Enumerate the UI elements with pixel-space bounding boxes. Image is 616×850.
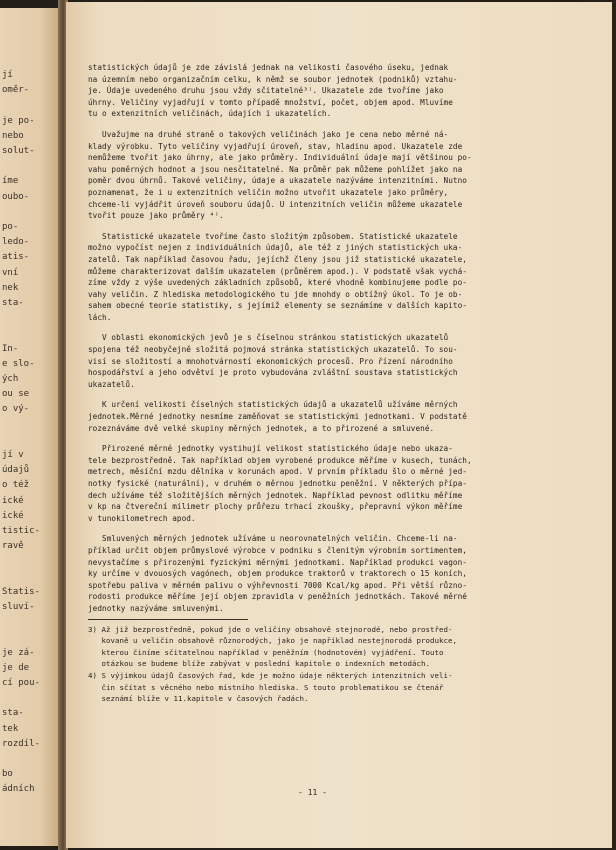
left-page-text-fragment: nek	[2, 282, 19, 293]
left-page-text-fragment: ých	[2, 374, 19, 384]
text-line: kovaně u veličin obsahově různorodých, jako je například nestejnorodá produkce,	[88, 636, 457, 646]
text-line: Statistické ukazatele tvoříme často složitým způsobem. Statistické ukazatele	[88, 231, 458, 241]
text-line: tvořit pouze jako průměry ⁴⁾.	[88, 211, 224, 221]
left-page-fragment	[0, 8, 58, 846]
paragraph-gap	[88, 434, 558, 443]
text-line: můžeme charakterizovat dalším ukazatelem (průměrem apod.). V podstatě však vychá-	[88, 266, 467, 276]
text-line: notky fysické (naturální), v druhém o měrnou jednotku peněžní. V některých přípa-	[88, 479, 467, 488]
text-line: rodosti produkce měříme její objem zpravidla v peněžních jednotkách. Takové měrné	[88, 592, 467, 602]
text-line: Smluvených měrných jednotek užíváme u neorovnatelných veličin. Chceme-li na-	[88, 534, 458, 544]
text-line: zíme vždy z výše uvedených základních způsobů, které vhodně kombinujeme podle po-	[88, 278, 467, 288]
text-line: kterou činíme sčitatelnou například v peněžním (hodnotovém) vyjádření. Touto	[88, 647, 444, 657]
left-page-text-fragment: e slo-	[2, 358, 35, 369]
text-line: Uvažujme na druhé straně o takových veličinách jako je cena nebo měrné ná-	[88, 129, 449, 139]
text-line: seznámí blíže v 11.kapitole v časových řadách.	[88, 694, 309, 704]
left-page-text-fragment: íme	[2, 176, 19, 187]
left-page-text-fragment: sta-	[2, 298, 24, 308]
text-line: lách.	[88, 312, 112, 322]
left-page-text-fragment: solut-	[2, 146, 35, 156]
left-page-text-fragment: po-	[2, 222, 19, 232]
left-page-text-fragment: ické	[2, 495, 24, 506]
text-line: K určení velikosti číselných statistických údajů a ukazatelů užíváme měrných	[88, 400, 458, 410]
text-line: nemůžeme tvořit jako úhrny, ale jako průměry. Individuální údaje mají většinou po-	[88, 153, 472, 163]
left-page-text-fragment: ou se	[2, 389, 30, 400]
text-line: nevystačíme s přirozenými fyzickými měrnými jednotkami. Například produkci vagon-	[88, 557, 467, 567]
text-line: dech užíváme též složitějších měrných jednotek. Například pevnost odlitku měříme	[88, 490, 463, 500]
text-line: 3) Až již bezprostředně, pokud jde o veličiny obsahově stejnorodé, nebo prostřed-	[88, 624, 453, 634]
left-page-text-fragment: ledo-	[2, 237, 30, 248]
footnotes	[88, 624, 558, 705]
text-line: metrech, měsíční mzdu dělníka v korunách apod. V prvním příkladu šlo o měrné jed-	[88, 467, 467, 477]
text-line: poznamenat, že i u extenzitních veličin možno utvořit ukazatele jako průměry,	[88, 187, 449, 197]
text-line: Přirozené měrné jednotky vystihují velikost statistického údaje nebo ukaza-	[88, 444, 453, 454]
text-line: rozeznáváme dvě velké skupiny měrných jednotek, a to přirozené a smluvené.	[88, 423, 435, 433]
text-line: poměr dvou úhrnů. Takové veličiny, údaje a ukazatele nazýváme intenzitními. Nutno	[88, 176, 467, 186]
left-page-text-fragment: atis-	[2, 252, 30, 263]
paragraph-gap	[88, 323, 558, 332]
left-page-text-fragment: ravě	[2, 541, 24, 552]
text-line: příklad určit objem průmyslové výrobce v podniku s členitým výrobním sortimentem,	[88, 545, 467, 555]
paragraph-gap	[88, 524, 558, 533]
text-line: sahem obecné teorie statistiky, s jejímiž elementy se seznámíme v dalších kapito-	[88, 301, 467, 311]
left-page-text-fragment: rozdíl-	[2, 738, 40, 749]
text-line: V oblasti ekonomických jevů je s číselnou stránkou statistických ukazatelů	[88, 333, 449, 343]
left-page-text-fragment: jí	[2, 70, 13, 80]
paragraph-gap	[88, 120, 558, 129]
text-line: otázkou se budeme blíže zabývat v poslední kapitole o indexních metodách.	[88, 659, 430, 669]
text-line: jednotky nazýváme smluvenými.	[88, 603, 224, 613]
left-page-text-fragment: sta-	[2, 708, 24, 719]
text-line: jednotek.Měrné jednotky nesmíme zaměňovat se statistickými jednotkami. V podstatě	[88, 412, 467, 422]
text-line: v tunokilometrech apod.	[88, 513, 196, 523]
text-line: spotřebu paliva v měrném palivu o výhřevnosti 7000 Kcal/kg apod. Při větší různo-	[88, 580, 467, 590]
left-page-text-fragment: oubo-	[2, 191, 30, 202]
left-page-text-fragment: In-	[2, 343, 19, 354]
left-page-text-fragment: údajů	[2, 465, 30, 476]
text-line: vahy veličin. Z hlediska metodologického tu jde mnohdy o obtížný úkol. To je ob-	[88, 289, 463, 299]
page-number: - 11 -	[298, 788, 327, 797]
left-page-text-fragment: je zá-	[2, 647, 35, 658]
text-line: chceme-li vyjádřit úroveň souboru údajů. U intenzitních veličin můžeme ukazatele	[88, 199, 463, 209]
left-page-text-fragment: ické	[2, 510, 24, 521]
left-page-text-fragment: Statis-	[2, 586, 40, 597]
footnote-rule	[88, 619, 248, 620]
text-line: spojena též neobyčejně složitá pojmová stránka statistických ukazatelů. To sou-	[88, 345, 458, 355]
text-line: je. Údaje uvedeného druhu jsou vždy sčitatelné³⁾. Ukazatele zde tvoříme jako	[88, 86, 444, 96]
left-page-text-fragment: o též	[2, 480, 30, 491]
text-line: tele bezprostředně. Tak například objem vyrobené produkce měříme v kusech, tunách,	[88, 455, 472, 465]
text-line: možno vypočíst nejen z individuálních údajů, ale též z jiných statistických uka-	[88, 243, 463, 253]
left-page-text-fragment: je de	[2, 662, 30, 673]
text-line: visí se složitostí a mnohotvárností ekonomických procesů. Pro řízení národního	[88, 356, 453, 366]
text-line: ukazatelů.	[88, 379, 135, 389]
left-page-text-fragment: oměr-	[2, 85, 30, 96]
text-line: tu o extenzitních veličinách, údajích i ukazatelích.	[88, 109, 332, 119]
left-page-text-fragment: nebo	[2, 130, 24, 141]
text-line: úhrny. Veličiny vyjadřují v tomto případě množství, počet, objem apod. Mluvíme	[88, 97, 453, 107]
left-page-text-fragment: jí v	[2, 450, 24, 460]
left-page-text-fragment: bo	[2, 769, 13, 780]
left-page-text-fragment: je po-	[2, 115, 35, 126]
left-page-text-fragment: sluví-	[2, 602, 35, 612]
text-line: čin sčítat s věcného nebo místního hlediska. S touto problematikou se čtenář	[88, 682, 444, 692]
text-line: klady výrobku. Tyto veličiny vyjadřují úroveň, stav, hladinu apod. Ukazatele zde	[88, 141, 463, 151]
text-line: 4) S výjimkou údajů časových řad, kde je možno údaje některých intenzitních veli-	[88, 670, 453, 680]
left-page-text-fragment: ádních	[2, 784, 35, 795]
page-text	[88, 62, 558, 705]
left-page-text-fragment: o vý-	[2, 404, 30, 415]
left-page-text-fragment: tistic-	[2, 526, 40, 536]
text-line: zatelů. Tak například časovou řadu, jejíchž členy jsou již statistické ukazatele,	[88, 254, 467, 264]
text-line: na územním nebo organizačním celku, k němž se soubor jednotek (podniků) vztahu-	[88, 74, 458, 84]
text-line: ky určíme v dvouosých vagónech, objem produkce traktorů v traktorech o 15 koních,	[88, 569, 467, 579]
paragraph-gap	[88, 222, 558, 231]
text-line: vahu poměrných hodnot a jsou nesčitatelné. Na průměr pak můžeme pohlížet jako na	[88, 164, 463, 174]
text-line: statistických údajů je zde závislá jednak na velikosti časového úseku, jednak	[88, 63, 449, 72]
text-line: hospodářství a jeho odvětví je proto vybudována zvláštní soustava statistických	[88, 368, 458, 378]
left-page-text-fragment: cí pou-	[2, 678, 40, 688]
body-text	[88, 62, 558, 615]
text-line: v kp na čtvereční milimetr plochy průřezu trhací zkoušky, přepravní výkon měříme	[88, 502, 463, 512]
left-page-text-fragment: vní	[2, 267, 19, 278]
left-page-text-fragment: tek	[2, 723, 19, 734]
paragraph-gap	[88, 390, 558, 399]
scan-edge	[612, 0, 616, 850]
right-page	[66, 2, 612, 848]
